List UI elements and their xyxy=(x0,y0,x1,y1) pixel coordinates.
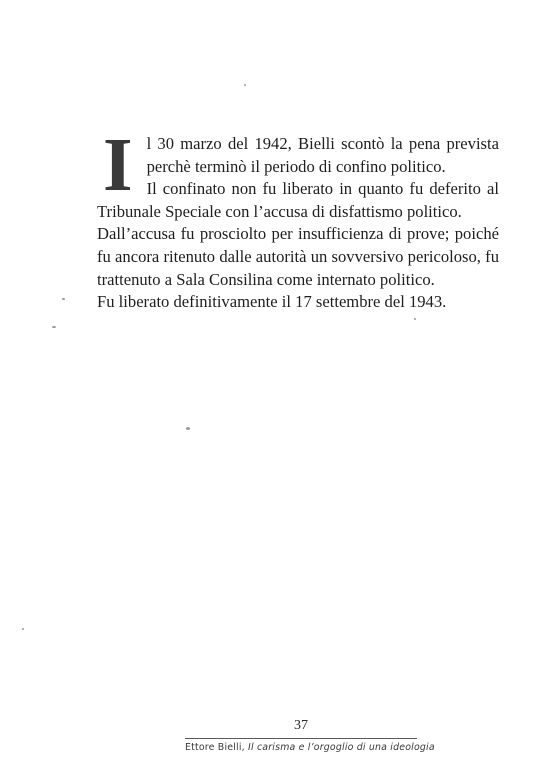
paragraph-3: Dall’accusa fu prosciolto per insufficienza di prove; poiché fu ancora ritenuto dalle autorità un sovversivo pericoloso, fu trattenuto a Sala Consilina come internato politico. xyxy=(97,224,499,289)
scan-speck xyxy=(62,298,65,300)
paragraph-2: Il confinato non fu liberato in quanto fu deferito al Tribunale Speciale con l’accusa di disfattismo politico. xyxy=(97,179,499,221)
scan-speck xyxy=(244,84,246,86)
page-footer xyxy=(185,718,435,753)
opening-line-1: l 30 marzo del 1942, Bielli scontò la pena prevista xyxy=(146,134,499,153)
opening-line-2: perchè terminò il periodo di confino politico. xyxy=(146,156,446,176)
drop-cap: I xyxy=(103,123,133,207)
footer-author: Ettore Bielli, xyxy=(185,742,245,753)
scan-speck xyxy=(186,427,190,430)
scan-speck xyxy=(52,326,56,328)
article-body xyxy=(97,123,499,314)
page-number: 37 xyxy=(294,718,308,733)
scan-speck xyxy=(22,628,24,630)
footer-divider xyxy=(185,738,417,739)
paragraph-4: Fu liberato definitivamente il 17 settembre del 1943. xyxy=(97,292,447,312)
scan-speck xyxy=(414,318,416,320)
opening-paragraph xyxy=(97,133,499,178)
running-footer xyxy=(185,742,435,753)
footer-book-title: Il carisma e l’orgoglio di una ideologia xyxy=(248,742,435,753)
